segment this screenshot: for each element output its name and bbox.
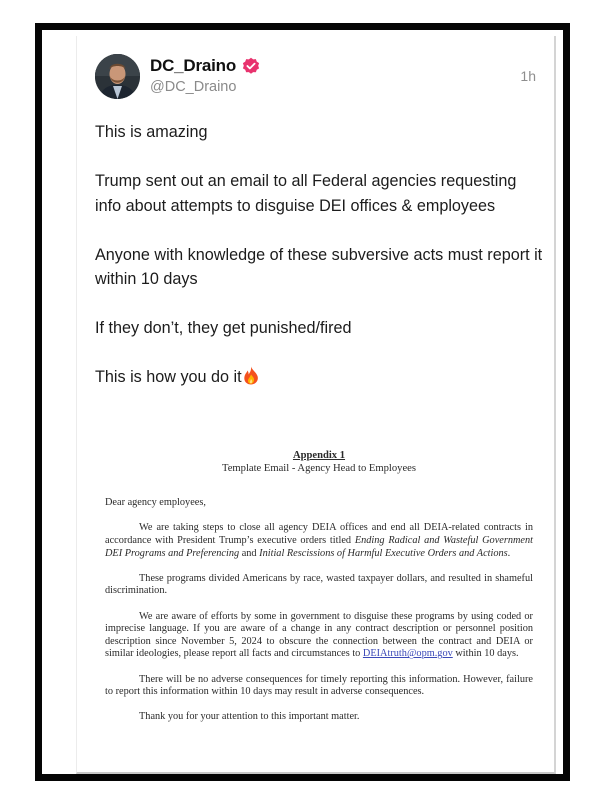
document-paragraph — [105, 522, 533, 560]
avatar[interactable] — [95, 54, 140, 99]
document-subtitle: Template Email - Agency Head to Employees — [221, 462, 416, 474]
post-paragraph: If they don’t, they get punished/fired — [95, 319, 352, 337]
post-card — [76, 36, 556, 774]
document-paragraph: There will be no adverse consequences for timely reporting this information. However, failure to report this information within 10 days may result in adverse consequences. — [105, 673, 533, 698]
document-paragraph: These programs divided Americans by race, wasted taxpayer dollars, and resulted in shameful discrimination. — [105, 572, 533, 597]
document-text: within 10 days. — [452, 648, 519, 660]
document-salutation: Dear agency employees, — [105, 497, 206, 509]
display-name[interactable]: DC_Draino — [150, 56, 237, 75]
document-order-title: Ending Radical and Wasteful Government DEI Programs and Preferencing — [105, 534, 534, 559]
post-text — [95, 120, 545, 414]
document-text: . — [507, 547, 511, 559]
document-order-title: Initial Rescissions of Harmful Executive Orders and Actions — [259, 547, 508, 559]
post-paragraph-last — [95, 365, 545, 390]
document-closing: Thank you for your attention to this important matter. — [139, 711, 360, 723]
document-title: Appendix 1 — [292, 450, 346, 461]
attached-document-image[interactable] — [105, 450, 533, 736]
user-handle[interactable]: @DC_Draino — [150, 79, 237, 95]
document-text: and — [239, 547, 260, 559]
post-paragraph: This is amazing — [95, 123, 208, 141]
document-text: We are taking steps to close all agency DEIA offices and end all DEIA-related contracts in accordance with President Trump’s executive orders titled — [105, 522, 533, 546]
post-paragraph-text: This is how you do it — [95, 368, 242, 386]
author-row — [150, 56, 260, 76]
avatar-portrait-icon — [95, 54, 140, 99]
post-paragraph: Trump sent out an email to all Federal agencies requesting info about attempts to disguise DEI offices & employees — [95, 172, 517, 215]
document-text: We are aware of efforts by some in government to disguise these programs by using coded or imprecise language. If you are aware of a change in any contract description or personnel position description since November 5, 2024 to obscure the connection between the contract and DEIA or similar ideologies, please report all facts and circumstances to — [105, 610, 533, 660]
post-timestamp: 1h — [520, 68, 536, 84]
photo-frame — [35, 23, 570, 781]
post-paragraph: Anyone with knowledge of these subversive acts must report it within 10 days — [95, 245, 543, 288]
email-link[interactable]: DEIAtruth@opm.gov — [362, 648, 453, 660]
document-paragraph — [105, 611, 533, 661]
verified-check-icon — [242, 57, 260, 75]
fire-icon — [243, 366, 259, 385]
